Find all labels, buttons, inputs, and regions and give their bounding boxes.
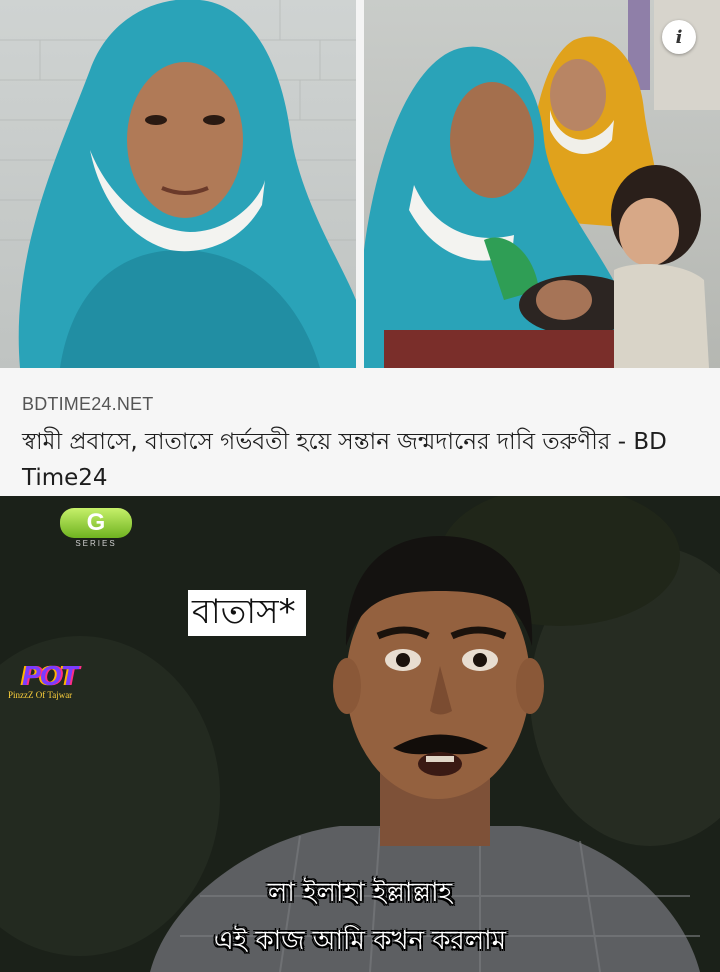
subtitle-line-1: লা ইলাহা ইল্লাল্লাহ bbox=[267, 878, 453, 908]
channel-logo-label: SERIES bbox=[75, 539, 117, 548]
meme-frame bbox=[0, 496, 720, 972]
woman-portrait-illustration bbox=[0, 0, 356, 368]
watermark bbox=[8, 660, 108, 700]
overlay-word: বাতাস* bbox=[188, 590, 306, 636]
news-headline[interactable]: স্বামী প্রবাসে, বাতাসে গর্ভবতী হয়ে সন্তান জন্মদানের দাবি তরুণীর - BD Time24 bbox=[22, 429, 667, 491]
subtitle-line-2: এই কাজ আমি কখন করলাম bbox=[213, 926, 507, 956]
news-source: BDTIME24.NET bbox=[22, 394, 154, 414]
news-photo-right bbox=[364, 0, 720, 368]
channel-logo bbox=[60, 508, 132, 550]
watermark-label: PinzzZ Of Tajwar bbox=[8, 690, 73, 700]
watermark-mark: POT bbox=[22, 660, 77, 691]
family-scene-illustration bbox=[364, 0, 720, 368]
info-icon[interactable]: i bbox=[662, 20, 696, 54]
channel-logo-letter: G bbox=[60, 508, 132, 538]
news-photo-left bbox=[0, 0, 356, 368]
photo-divider bbox=[356, 0, 364, 368]
